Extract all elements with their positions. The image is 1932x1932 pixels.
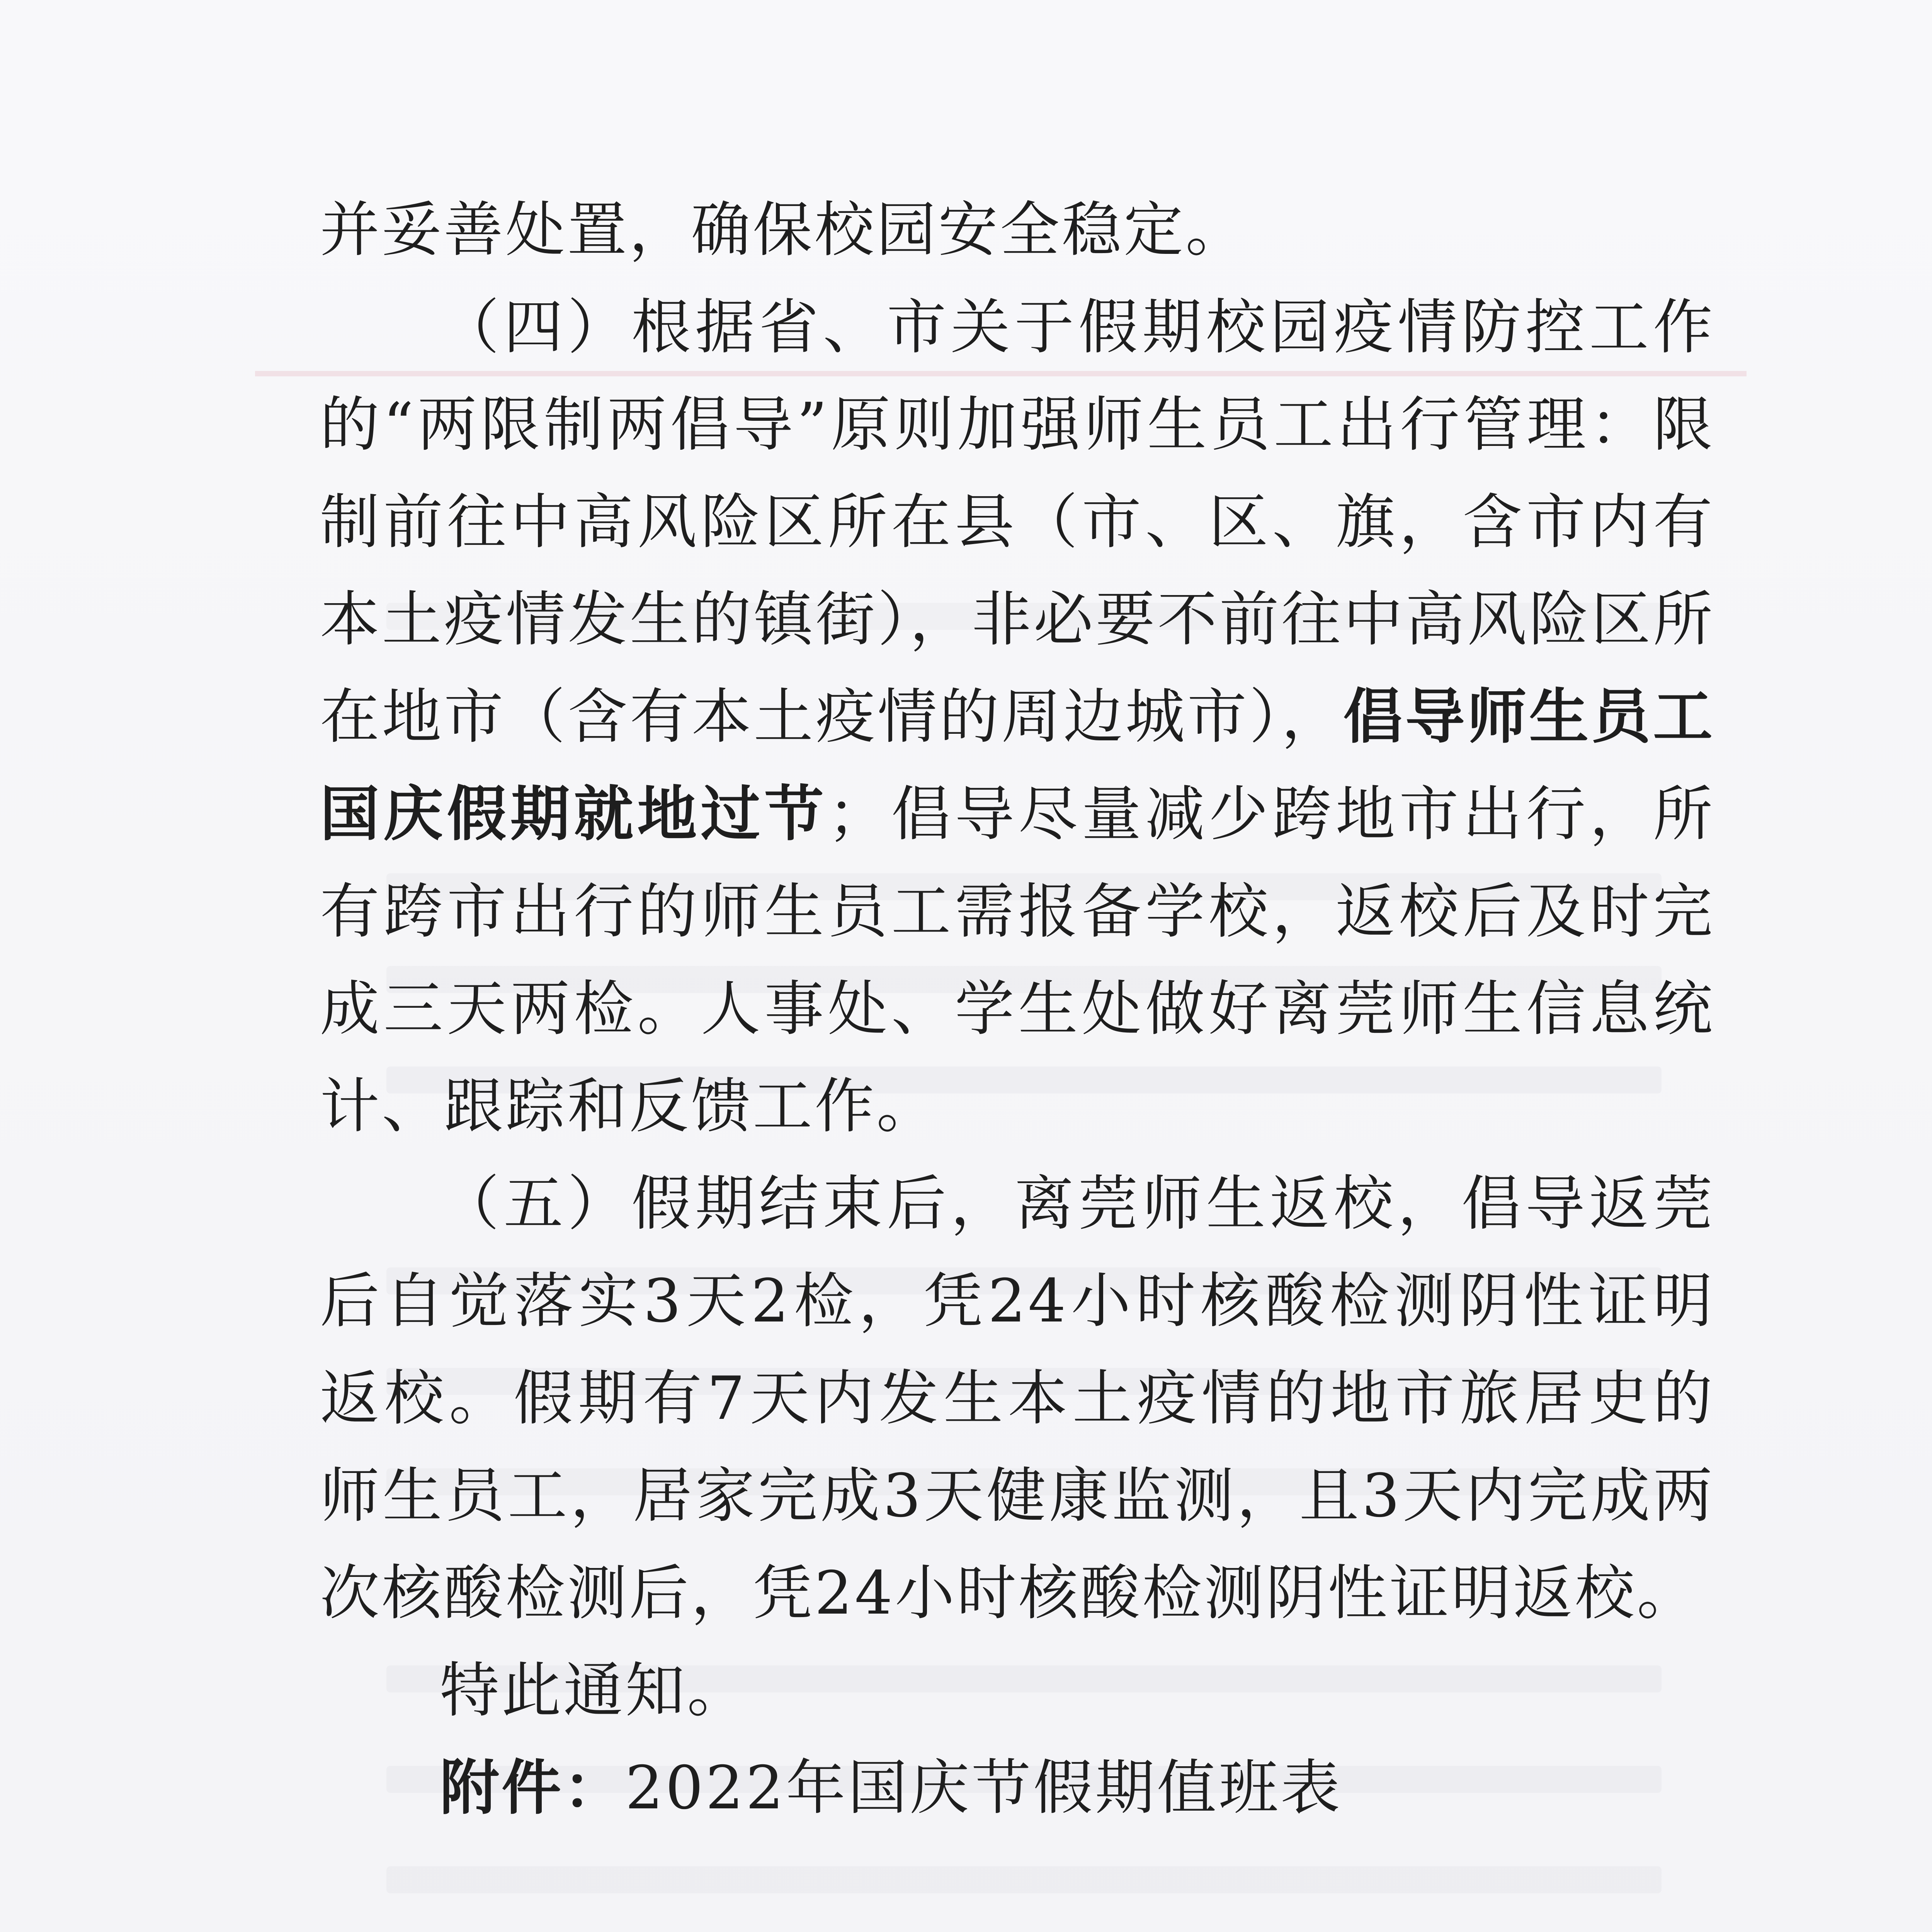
paragraph-emphasis: 倡导师生员工国庆假期就地过节 [320, 682, 1715, 849]
paragraph-text: （四）根据省、市关于假期校园疫情防控工作的“两限制两倡导”原则加强师生员工出行管理：限制前往中高风险区所在县（市、区、旗，含市内有本土疫情发生的镇街），非必要不前往中高风险区所在地市（含有本土疫情的周边城市）， [320, 293, 1715, 752]
notice-closing [320, 1642, 1715, 1740]
notice-text: 特此通知。 [440, 1656, 749, 1725]
paragraph-text: ；倡导尽量减少跨地市出行，所有跨市出行的师生员工需报备学校，返校后及时完成三天两检。人事处、学生处做好离莞师生信息统计、跟踪和反馈工作。 [320, 780, 1715, 1141]
attachment-link[interactable]: 2022年国庆节假期值班表 [625, 1753, 1342, 1823]
paragraph-text: 并妥善处置，确保校园安全稳定。 [320, 196, 1248, 265]
ghost-line [386, 1866, 1662, 1893]
paragraph-item-four [320, 279, 1715, 1155]
paragraph-continuation [320, 182, 1715, 279]
paragraph-item-five [320, 1155, 1715, 1642]
attachment-label: 附件： [440, 1753, 626, 1823]
attachment-line [320, 1740, 1715, 1837]
paragraph-text: （五）假期结束后，离莞师生返校，倡导返莞后自觉落实3天2检，凭24小时核酸检测阴性证明返校。假期有7天内发生本土疫情的地市旅居史的师生员工，居家完成3天健康监测，且3天内完成两次核酸检测后，凭24小时核酸检测阴性证明返校。 [320, 1169, 1715, 1628]
document-body [320, 182, 1715, 1837]
